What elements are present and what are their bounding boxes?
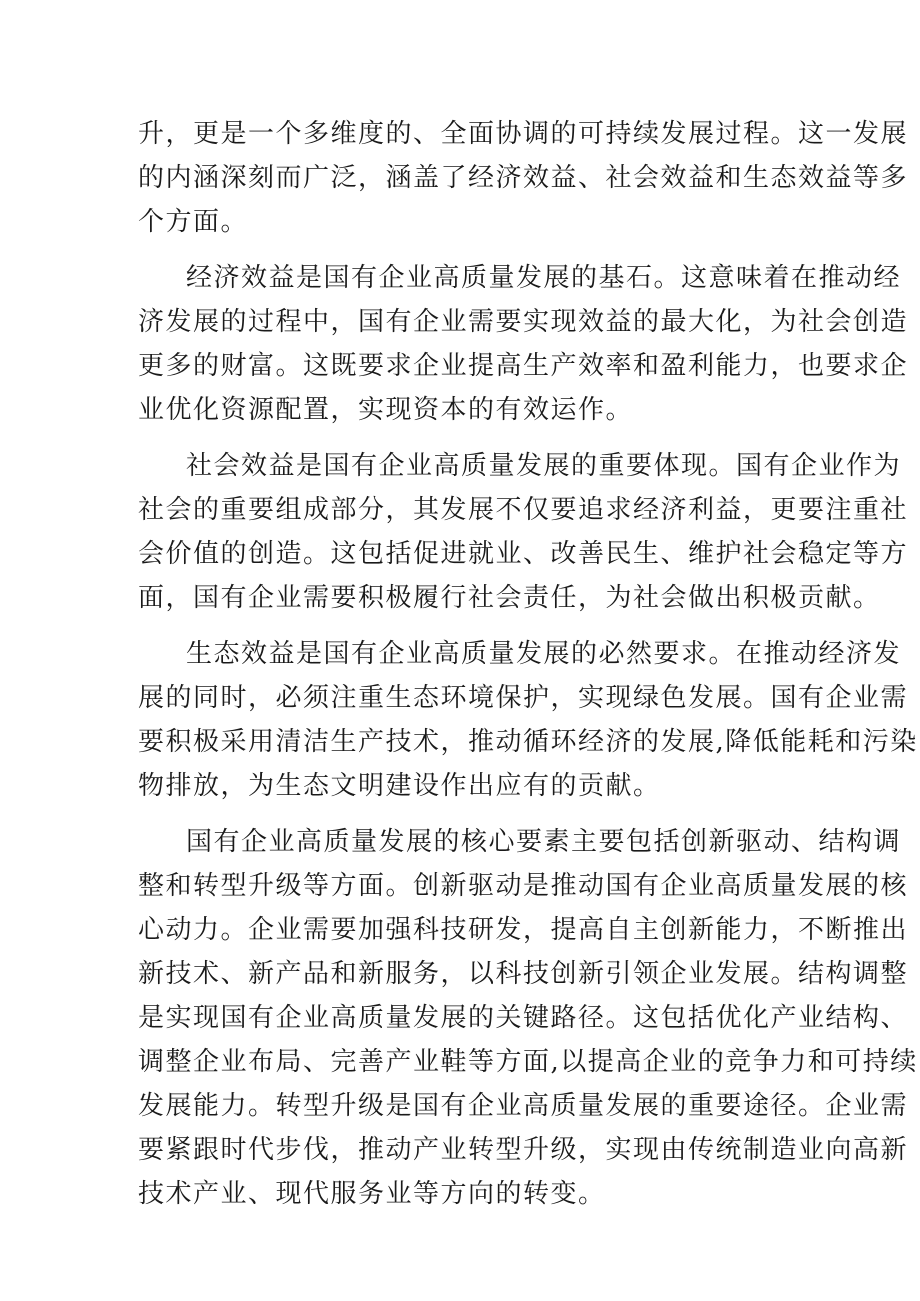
- text-line: 会价值的创造。这包括促进就业、改善民生、维护社会稳定等方: [138, 539, 909, 569]
- text-line: 经济效益是国有企业高质量发展的基石。这意味着在推动经: [186, 263, 902, 293]
- text-line: 发展能力。转型升级是国有企业高质量发展的重要途径。企业需: [138, 1091, 909, 1121]
- text-line: 生态效益是国有企业高质量发展的必然要求。在推动经济发: [186, 639, 902, 669]
- paragraph-core-elements: [138, 820, 918, 1216]
- text-line: 物排放，为生态文明建设作出应有的贡献。: [138, 771, 661, 801]
- paragraph-ecological-benefit: [138, 632, 918, 808]
- text-line: 调整企业布局、完善产业鞋等方面,以提高企业的竞争力和可持续: [138, 1047, 918, 1077]
- text-line: 的内涵深刻而广泛，涵盖了经济效益、社会效益和生态效益等多: [138, 163, 909, 193]
- text-line: 是实现国有企业高质量发展的关键路径。这包括优化产业结构、: [138, 1003, 909, 1033]
- text-line: 济发展的过程中，国有企业需要实现效益的最大化，为社会创造: [138, 307, 909, 337]
- text-line: 要紧跟时代步伐，推动产业转型升级，实现由传统制造业向高新: [138, 1135, 909, 1165]
- text-line: 更多的财富。这既要求企业提高生产效率和盈利能力，也要求企: [138, 351, 909, 381]
- paragraph-social-benefit: [138, 444, 909, 620]
- text-line: 展的同时，必须注重生态环境保护，实现绿色发展。国有企业需: [138, 683, 909, 713]
- text-line: 技术产业、现代服务业等方向的转变。: [138, 1179, 606, 1209]
- text-line: 整和转型升级等方面。创新驱动是推动国有企业高质量发展的核: [138, 871, 909, 901]
- text-line: 个方面。: [138, 207, 249, 237]
- text-line: 社会效益是国有企业高质量发展的重要体现。国有企业作为: [186, 451, 902, 481]
- text-line: 升，更是一个多维度的、全面协调的可持续发展过程。这一发展: [138, 119, 909, 149]
- text-line: 要积极采用清洁生产技术，推动循环经济的发展,降低能耗和污染: [138, 727, 918, 757]
- text-line: 社会的重要组成部分，其发展不仅要追求经济利益，更要注重社: [138, 495, 909, 525]
- text-line: 国有企业高质量发展的核心要素主要包括创新驱动、结构调: [186, 827, 902, 857]
- paragraph-economic-benefit: [138, 256, 909, 432]
- document-body: [138, 112, 918, 1216]
- text-line: 业优化资源配置，实现资本的有效运作。: [138, 395, 634, 425]
- text-line: 新技术、新产品和新服务，以科技创新引领企业发展。结构调整: [138, 959, 909, 989]
- text-line: 心动力。企业需要加强科技研发，提高自主创新能力，不断推出: [138, 915, 909, 945]
- paragraph-continuation: [138, 112, 909, 244]
- text-line: 面，国有企业需要积极履行社会责任，为社会做出积极贡献。: [138, 583, 881, 613]
